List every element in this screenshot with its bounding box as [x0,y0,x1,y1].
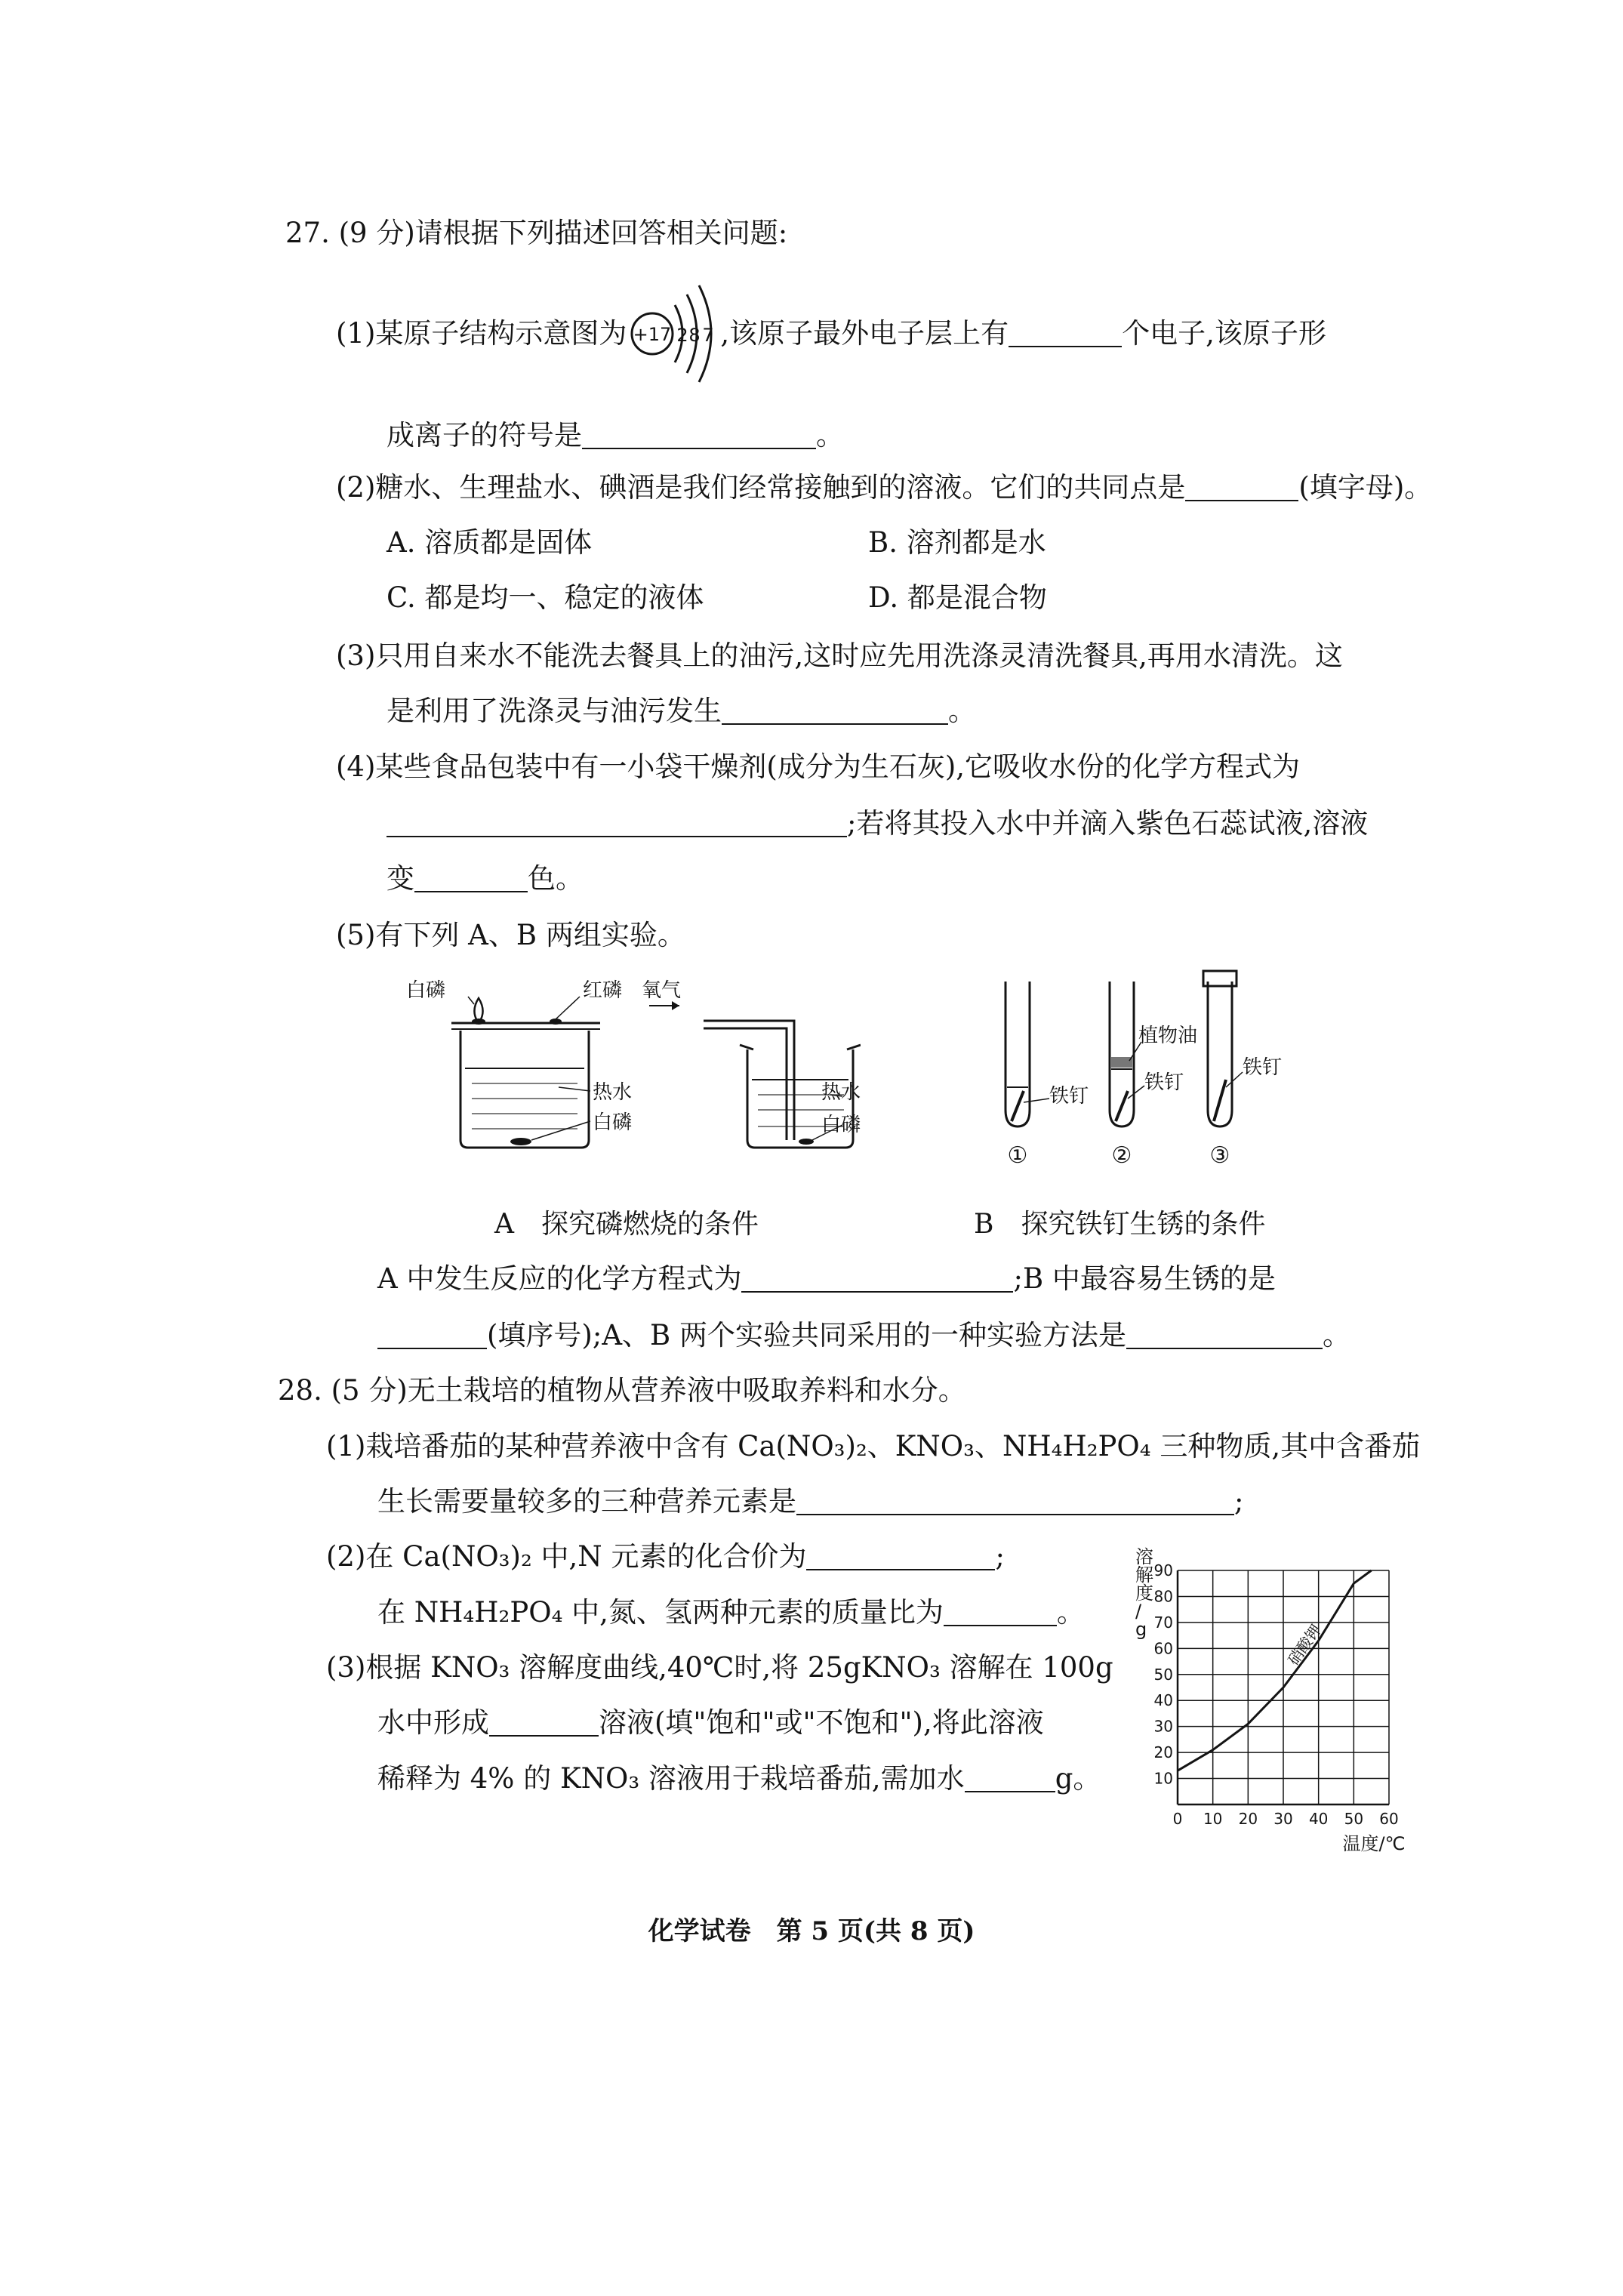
q28-header: 28. (5 分)无土栽培的植物从营养液中吸取养料和水分。 [278,1374,966,1407]
answer-blank[interactable] [414,868,528,892]
atom-nucleus-charge: +17 [633,324,672,345]
q27-p4-line2-end: ;若将其投入水中并滴入紫色石蕊试液,溶液 [847,807,1369,840]
q27-p1-after2: 个电子,该原子形 [1122,317,1326,350]
answer-blank[interactable] [722,701,948,725]
q27-p1-lead: (1)某原子结构示意图为 [336,317,627,350]
q28-p2-line1-end: ; [995,1540,1005,1573]
answer-blank[interactable] [377,1325,487,1349]
q27-p4-line3-lead: 变 [387,862,414,895]
chart-y-tick-label: 40 [1153,1691,1173,1710]
option-a: A. 溶质都是固体 [387,526,593,559]
chart-x-tick-label: 20 [1238,1810,1258,1828]
label-white-phosphorus-2: 白磷 [821,1114,861,1136]
q27-p1-line1 [336,316,1326,352]
q28-p2-line2-end: 。 [1056,1596,1085,1629]
q28-p3-line2 [377,1705,1044,1741]
chart-x-tick-label: 60 [1379,1810,1399,1828]
answer-blank[interactable] [582,425,816,449]
q27-p5-ans2-end: 。 [1323,1319,1351,1351]
chart-y-tick-label: 20 [1153,1743,1173,1762]
chart-y-label-char: 溶 [1135,1546,1153,1567]
q28-p2-line2-lead: 在 NH₄H₂PO₄ 中,氮、氢两种元素的质量比为 [377,1596,944,1629]
q27-p5-ans1-lead: A 中发生反应的化学方程式为 [377,1262,742,1295]
answer-blank[interactable] [1126,1325,1323,1349]
chart-y-label-char: 解 [1135,1564,1153,1586]
answer-blank[interactable] [796,1491,1234,1515]
q27-p4-line3-end: 色。 [528,862,584,895]
q27-p4-line1: (4)某些食品包装中有一小袋干燥剂(成分为生石灰),它吸收水份的化学方程式为 [336,750,1301,783]
page-footer: 化学试卷 第 5 页(共 8 页) [648,1916,975,1946]
label-nail-2: 铁钉 [1144,1071,1184,1094]
chart-x-axis-label: 温度/℃ [1342,1833,1406,1854]
q28-p2-line1 [326,1539,1005,1575]
q27-p5-answer-line1 [377,1261,1276,1297]
q28-p3-line3 [377,1761,1101,1797]
chart-x-tick-label: 10 [1203,1810,1223,1828]
q28-p3-line2-end: 溶液(填"饱和"或"不饱和"),将此溶液 [599,1706,1044,1739]
label-red-phosphorus: 红磷 [583,979,623,1002]
solubility-chart [1125,1540,1442,1857]
q28-p1-line2 [377,1484,1243,1520]
label-white-phosphorus-1: 白磷 [593,1111,633,1134]
q28-p1-line2-lead: 生长需要量较多的三种营养元素是 [377,1485,796,1518]
atom-structure-diagram [627,316,720,352]
q27-p5-ans1-end: ;B 中最容易生锈的是 [1013,1262,1276,1295]
chart-y-tick-label: 10 [1153,1769,1173,1788]
answer-blank[interactable] [944,1602,1057,1626]
q27-p1-line2 [387,418,844,454]
q27-p5-ans2-mid: (填序号);A、B 两个实验共同采用的一种实验方法是 [487,1319,1127,1351]
chart-y-label-char: / [1135,1601,1142,1622]
q27-p4-line2 [387,806,1368,842]
q27-p2-lead: (2)糖水、生理盐水、碘酒是我们经常接触到的溶液。它们的共同点是 [336,471,1186,504]
q28-p2-line2 [377,1595,1085,1631]
chart-y-tick-label: 50 [1153,1665,1173,1684]
label-oxygen: 氧气 [642,979,682,1002]
answer-blank[interactable] [965,1768,1055,1792]
label-tube-2: ② [1111,1142,1132,1169]
figure-b-iron-rust [974,959,1321,1178]
q28-p3-line3-lead: 稀释为 4% 的 KNO₃ 溶液用于栽培番茄,需加水 [377,1762,965,1795]
chart-y-tick-label: 30 [1153,1717,1173,1736]
answer-blank[interactable] [1009,323,1122,347]
q27-p5-answer-line2 [377,1318,1350,1354]
chart-y-label-char: 度 [1135,1583,1153,1604]
option-c: C. 都是均一、稳定的液体 [387,581,704,614]
answer-blank[interactable] [489,1712,599,1737]
q28-p3-line1: (3)根据 KNO₃ 溶解度曲线,40℃时,将 25gKNO₃ 溶解在 100g [326,1651,1113,1684]
atom-diagram-svg [627,281,720,387]
label-white-phosphorus-top: 白磷 [406,979,446,1002]
chart-x-tick-label: 50 [1344,1810,1364,1828]
q27-p3-line1: (3)只用自来水不能洗去餐具上的油污,这时应先用洗涤灵清洗餐具,再用水清洗。这 [336,639,1343,672]
label-hot-water-2: 热水 [821,1081,861,1104]
chart-y-tick-label: 60 [1153,1639,1173,1658]
chart-y-tick-label: 80 [1153,1587,1173,1606]
label-tube-3: ③ [1209,1142,1230,1169]
option-d: D. 都是混合物 [868,581,1047,614]
q27-p2-end: (填字母)。 [1298,471,1433,504]
caption-a: A 探究磷燃烧的条件 [494,1209,759,1240]
shell-3-count: 7 [702,325,715,346]
chart-x-tick-label: 0 [1172,1810,1183,1828]
chart-series-line [1178,1570,1372,1771]
q28-p3-line3-end: g。 [1055,1762,1101,1795]
shell-1-count: 2 [676,325,689,346]
q27-p1-line2-lead: 成离子的符号是 [387,419,582,451]
chart-x-tick-label: 40 [1308,1810,1329,1828]
chart-series [1178,1570,1372,1771]
figure-a-phosphorus [393,966,861,1170]
label-nail-3: 铁钉 [1243,1056,1283,1079]
q27-p4-line3 [387,861,584,897]
chart-x-tick-label: 30 [1273,1810,1293,1828]
chart-series-label: 硝酸钾 [1284,1620,1326,1669]
chart-y-label-char: g [1135,1619,1147,1640]
q27-p5-lead: (5)有下列 A、B 两组实验。 [336,919,685,951]
shell-2-count: 8 [688,325,701,346]
q27-p2-line [336,470,1432,506]
q27-p3-line2-end: 。 [948,695,976,727]
q27-header: 27. (9 分)请根据下列描述回答相关问题: [285,217,788,249]
label-vegetable-oil: 植物油 [1138,1025,1198,1047]
q27-p1-after: ,该原子最外电子层上有 [720,317,1009,350]
answer-blank[interactable] [387,813,847,837]
q27-p3-line2 [387,693,976,729]
q27-p3-line2-lead: 是利用了洗涤灵与油污发生 [387,695,722,727]
label-tube-1: ① [1007,1142,1028,1169]
q27-p1-line2-end: 。 [816,419,844,451]
label-nail-1: 铁钉 [1049,1085,1089,1108]
label-hot-water-1: 热水 [593,1081,633,1104]
option-b: B. 溶剂都是水 [868,526,1046,559]
q28-p3-line2-lead: 水中形成 [377,1706,489,1739]
q28-p2-line1-lead: (2)在 Ca(NO₃)₂ 中,N 元素的化合价为 [326,1540,807,1573]
answer-blank[interactable] [1185,477,1298,501]
caption-b: B 探究铁钉生锈的条件 [974,1209,1266,1240]
answer-blank[interactable] [806,1546,995,1570]
answer-blank[interactable] [741,1268,1013,1293]
q28-p1-line2-end: ; [1234,1485,1244,1518]
q28-p1-line1: (1)栽培番茄的某种营养液中含有 Ca(NO₃)₂、KNO₃、NH₄H₂PO₄ 三种物质,其中含番茄 [326,1430,1421,1462]
chart-y-tick-label: 90 [1153,1561,1173,1579]
chart-y-axis-label [1135,1546,1153,1640]
chart-y-tick-label: 70 [1153,1613,1173,1632]
